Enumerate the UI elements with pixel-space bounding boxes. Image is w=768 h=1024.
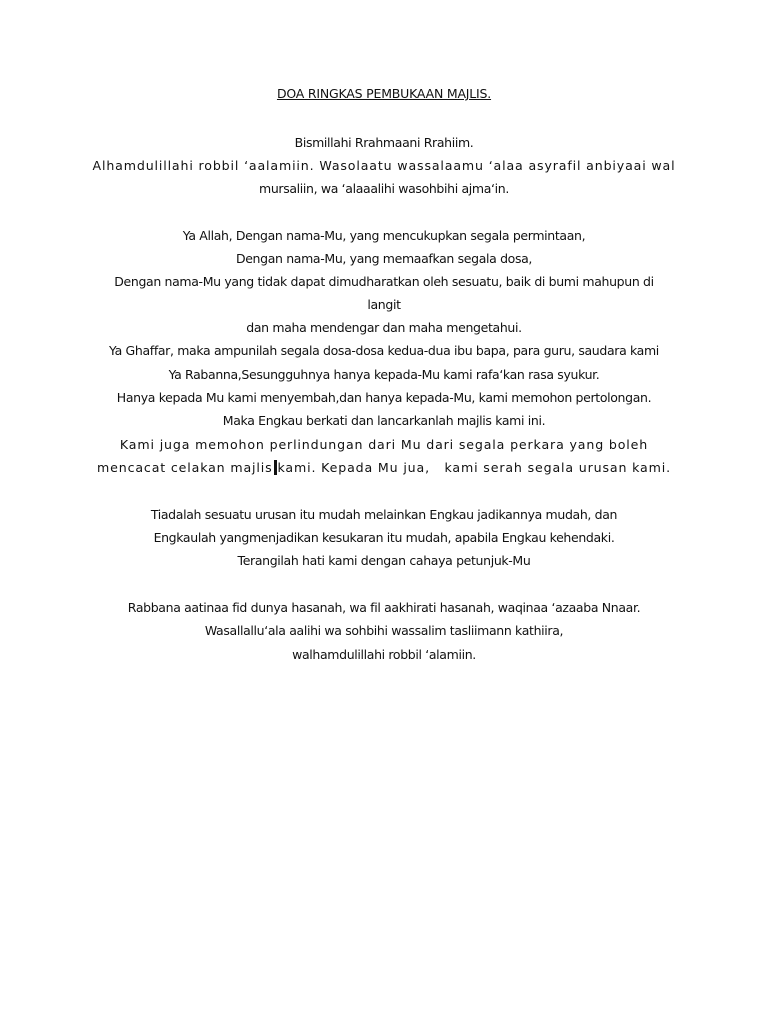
- text-line: [70, 460, 698, 476]
- text-segment: mencacat celakan majlis: [97, 460, 273, 475]
- text-line: Hanya kepada Mu kami menyembah,dan hanya kepada-Mu, kami memohon pertolongan.: [116, 390, 652, 405]
- text-line: Dengan nama-Mu yang tidak dapat dimudharatkan oleh sesuatu, baik di bumi mahupun di: [114, 274, 654, 289]
- text-line: Maka Engkau berkati dan lancarkanlah majlis kami ini.: [222, 413, 546, 428]
- text-cursor: [274, 460, 277, 475]
- text-line: langit: [367, 297, 401, 312]
- text-line: Alhamdulillahi robbil ‘aalamiin. Wasolaatu wassalaamu ‘alaa asyrafil anbiyaai wal: [92, 158, 676, 173]
- text-line: dan maha mendengar dan maha mengetahui.: [246, 320, 522, 335]
- document-title: DOA RINGKAS PEMBUKAAN MAJLIS.: [276, 86, 492, 101]
- text-line: mursaliin, wa ‘alaaalihi wasohbihi ajma‘in.: [259, 181, 509, 196]
- text-line: Ya Allah, Dengan nama-Mu, yang mencukupkan segala permintaan,: [182, 228, 586, 243]
- text-line: Dengan nama-Mu, yang memaafkan segala dosa,: [235, 251, 533, 266]
- text-line: Bismillahi Rrahmaani Rrahiim.: [294, 135, 474, 150]
- text-line: Rabbana aatinaa fid dunya hasanah, wa fil aakhirati hasanah, waqinaa ‘azaaba Nnaar.: [127, 600, 641, 615]
- text-line: Wasallallu‘ala aalihi wa sohbihi wassalim tasliimann kathiira,: [204, 623, 564, 638]
- text-line: Terangilah hati kami dengan cahaya petunjuk-Mu: [237, 553, 531, 568]
- text-line: Ya Rabanna,Sesungguhnya hanya kepada-Mu kami rafa‘kan rasa syukur.: [168, 367, 600, 382]
- text-line: Ya Ghaffar, maka ampunilah segala dosa-dosa kedua-dua ibu bapa, para guru, saudara kami: [109, 343, 659, 358]
- text-line: Tiadalah sesuatu urusan itu mudah melainkan Engkau jadikannya mudah, dan: [150, 507, 618, 522]
- text-line: Kami juga memohon perlindungan dari Mu dari segala perkara yang boleh: [119, 437, 649, 452]
- text-line: Engkaulah yangmenjadikan kesukaran itu mudah, apabila Engkau kehendaki.: [153, 530, 615, 545]
- text-line: walhamdulillahi robbil ‘alamiin.: [292, 647, 476, 662]
- text-segment: kami. Kepada Mu jua, kami serah segala urusan kami.: [277, 460, 671, 475]
